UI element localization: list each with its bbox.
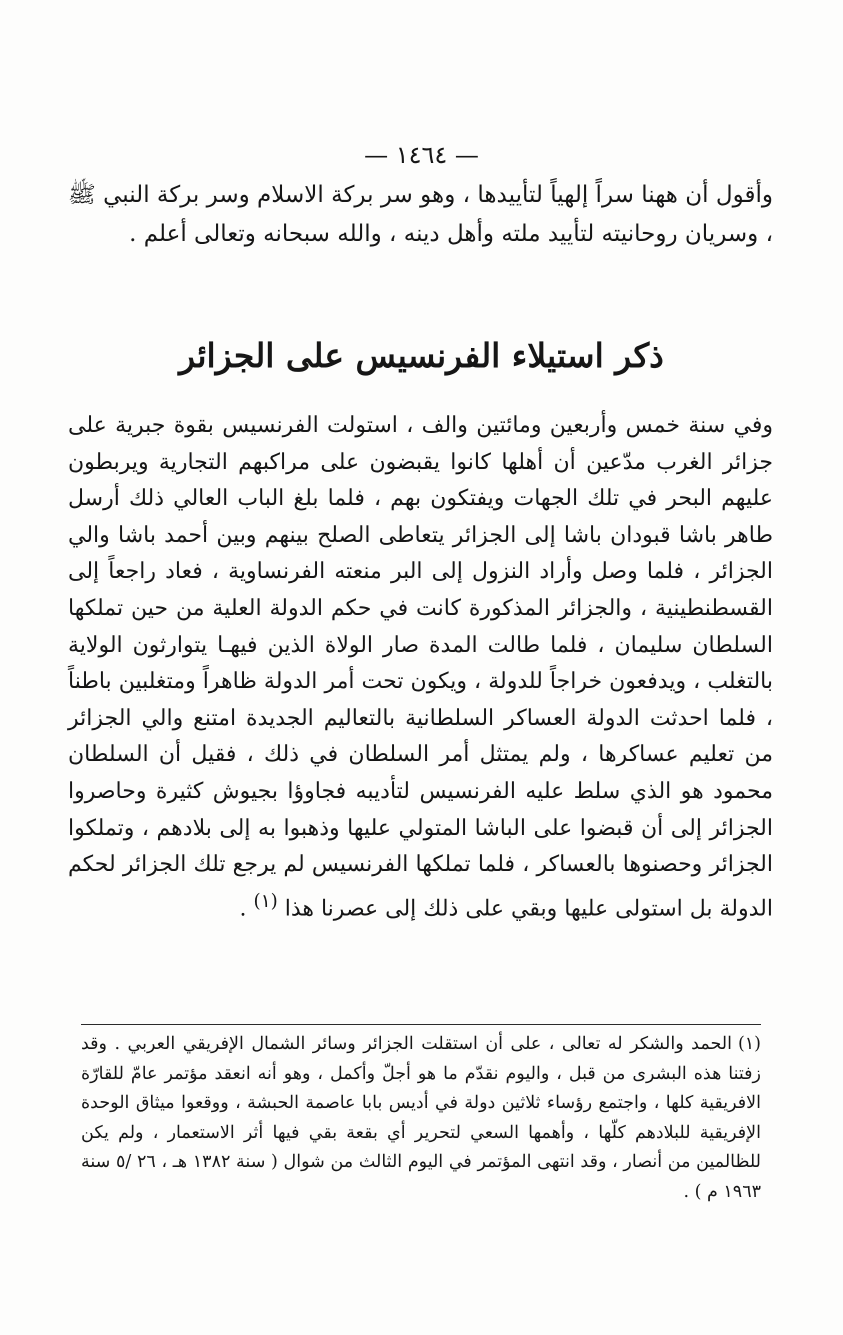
footnote-reference: (١) [253,890,278,912]
section-body [68,408,773,928]
footnote-text: الحمد والشكر له تعالى ، على أن استقلت الجزائر وسائر الشمال الإفريقي العربي . وقد زفتنا هذه البشرى من قبل ، واليوم نقدّم ما هو أجلّ وأكمل ، وهو أنه انعقد مؤتمر عامّ للقارّة الافريقية كلها ، واجتمع رؤساء ثلاثين دولة في أديس بابا عاصمة الحبشة ، ووقعوا ميثاق الوحدة الإفريقية للبلادهم كلّها ، وأهمها السعي لتحرير أي بقعة بقي فيها أثر الاستعمار ، ولم يكن للظالمين من أنصار ، وقد انتهى المؤتمر في اليوم الثالث من شوال ( سنة ١٣٨٢ هـ ، ٢٦ /٥ سنة ١٩٦٣ م ) . [81,1034,761,1202]
section-paragraph-end: . [239,896,254,922]
footnote-paragraph [81,1030,761,1207]
section-paragraph [68,408,773,928]
section-heading: ذكر استيلاء الفرنسيس على الجزائر [179,336,664,375]
footnote-marker: (١) [737,1034,761,1054]
footnote-separator [81,1024,761,1025]
intro-block [68,176,773,253]
page-number: — ١٤٦٤ — [364,141,479,169]
footnote [81,1030,761,1207]
section-paragraph-text: وفي سنة خمس وأربعين ومائتين والف ، استولت الفرنسيس بقوة جبرية على جزائر الغرب مدّعين أن أهلها كانوا يقبضون على مراكبهم التجارية ويربطون عليهم البحر في تلك الجهات ويفتكون بهم ، فلما بلغ الباب العالي ذلك أرسل طاهر باشا قبودان باشا إلى الجزائر يتعاطى الصلح بينهم وبين أحمد باشا والي الجزائر ، فلما وصل وأراد النزول إلى البر منعته الفرنساوية ، فعاد راجعاً إلى القسطنطينية ، والجزائر المذكورة كانت في حكم الدولة العلية من حين تملكها السلطان سليمان ، فلما طالت المدة صار الولاة الذين فيهـا يتوارثون الولاية بالتغلب ، ويدفعون خراجاً للدولة ، ويكون تحت أمر الدولة ظاهراً ومتغلبين باطناً ، فلما احدثت الدولة العساكر السلطانية بالتعاليم الجديدة امتنع والي الجزائر من تعليم عساكرها ، ولم يمتثل أمر السلطان في ذلك ، فقيل أن السلطان محمود هو الذي سلط عليه الفرنسيس لتأديبه فجاوؤا بجيوش كثيرة وحاصروا الجزائر إلى أن قبضوا على الباشا المتولي عليها وذهبوا به إلى بلادهم ، وتملكوا الجزائر وحصنوها بالعساكر ، فلما تملكها الفرنسيس لم يرجع تلك الجزائر لحكم الدولة بل استولى عليها وبقي على ذلك إلى عصرنا هذا [68,413,773,922]
intro-paragraph: وأقول أن ههنا سراً إلهياً لتأييدها ، وهو سر بركة الاسلام وسر بركة النبي ﷺ ، وسريان روحانيته لتأييد ملته وأهل دينه ، والله سبحانه وتعالى أعلم . [68,182,773,247]
